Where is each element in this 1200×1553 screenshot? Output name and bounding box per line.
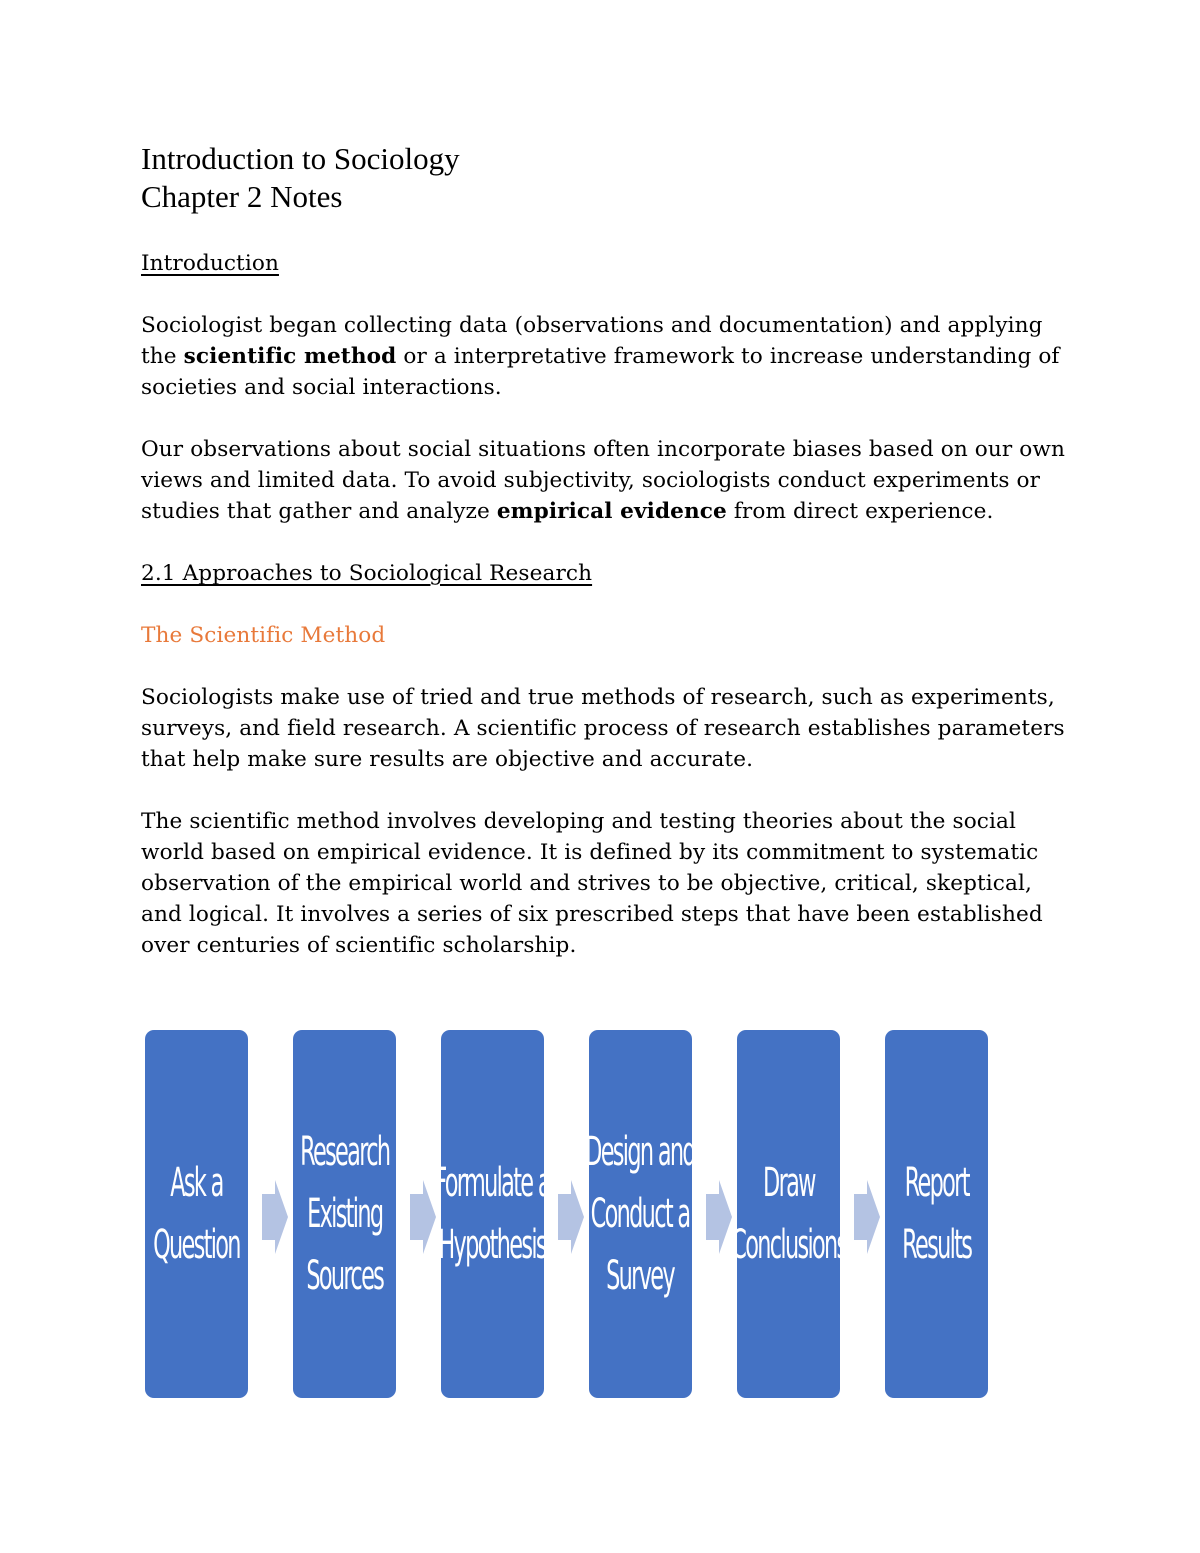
document-title <box>141 140 460 216</box>
intro-p1-bold-term: scientific method <box>183 344 397 369</box>
scientific-method-paragraph-2: The scientific method involves developing and testing theories about the social world based on empirical evidence. It is defined by its commitment to systematic observation of the empirical world and strives to be objective, critical, skeptical, and logical. It involves a series of six prescribed steps that have been established over centuries of scientific scholarship. <box>141 809 1043 958</box>
flow-arrow-icon <box>262 1180 288 1254</box>
flow-step-ask-question <box>145 1030 248 1398</box>
flow-arrow-icon <box>854 1180 880 1254</box>
flow-step-label: Design and Conduct a Survey <box>585 1129 696 1299</box>
flow-arrow-icon <box>706 1180 732 1254</box>
flow-step-report-results <box>885 1030 988 1398</box>
flow-step-label: Ask a Question <box>153 1160 240 1268</box>
intro-paragraph-2 <box>141 434 1071 527</box>
flow-step-formulate-hypothesis <box>434 1030 551 1398</box>
title-line-1: Introduction to Sociology <box>141 141 460 176</box>
flow-arrow-icon <box>410 1180 436 1254</box>
flow-step-label: Report Results <box>901 1160 972 1268</box>
flow-arrow-icon <box>558 1180 584 1254</box>
intro-p2-bold-term: empirical evidence <box>496 499 727 524</box>
flow-step-research-sources <box>293 1030 396 1398</box>
subheading-scientific-method: The Scientific Method <box>141 623 386 648</box>
intro-paragraph-1 <box>141 310 1071 403</box>
flow-step-label: Formulate a Hypothesis <box>434 1160 551 1268</box>
document-body <box>141 248 1071 961</box>
intro-p1-text-a: Sociologist began collecting data (observations and documentation) and applying the <box>141 313 1043 369</box>
title-line-2: Chapter 2 Notes <box>141 179 343 214</box>
flow-step-draw-conclusions <box>730 1030 847 1398</box>
scientific-method-paragraph-1: Sociologists make use of tried and true methods of research, such as experiments, surveys, and field research. A scientific process of research establishes parameters that help make sure results are objective and accurate. <box>141 685 1065 772</box>
intro-p2-text-b: from direct experience. <box>726 499 994 524</box>
scientific-method-flow-diagram <box>140 1030 992 1402</box>
section-heading-approaches: 2.1 Approaches to Sociological Research <box>141 561 593 586</box>
flow-step-label: Research Existing Sources <box>299 1129 390 1299</box>
intro-p1-text-b: or a interpretative framework to increase understanding of societies and social interactions. <box>141 344 1060 400</box>
flow-step-label: Draw Conclusions <box>730 1160 847 1268</box>
section-heading-introduction: Introduction <box>141 251 279 276</box>
flow-step-design-survey <box>585 1030 696 1398</box>
intro-p2-text-a: Our observations about social situations often incorporate biases based on our own views and limited data. To avoid subjectivity, sociologists conduct experiments or studies that gather and analyze <box>141 437 1065 524</box>
